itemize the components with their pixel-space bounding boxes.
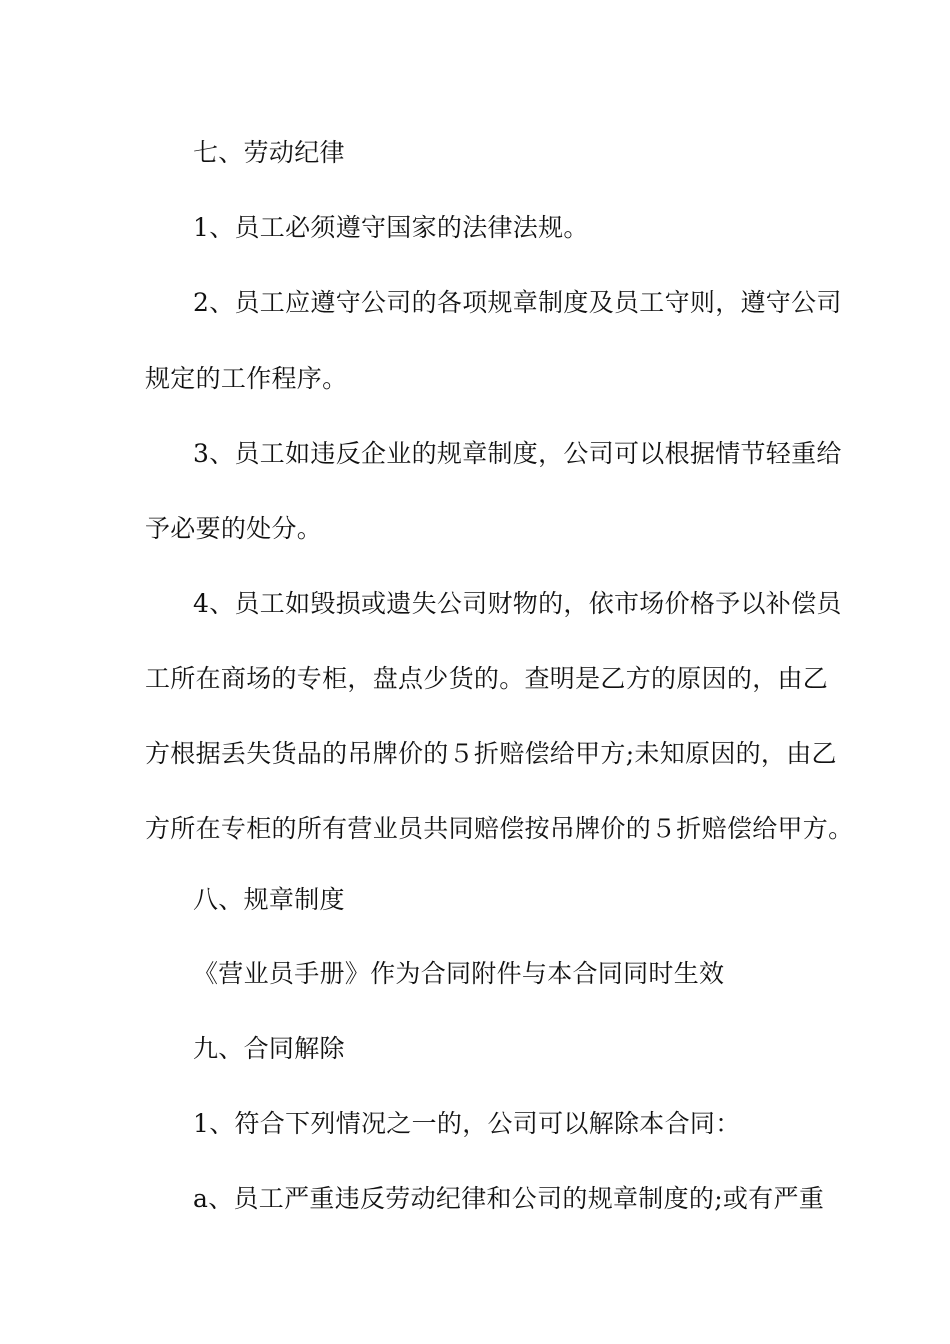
section-heading-rules: 八、规章制度 [193, 885, 345, 914]
paragraph-line: 工所在商场的专柜，盘点少货的。查明是乙方的原因的，由乙 [145, 664, 829, 693]
paragraph-line: 规定的工作程序。 [145, 364, 348, 393]
paragraph-line: a、员工严重违反劳动纪律和公司的规章制度的;或有严重 [193, 1184, 825, 1213]
paragraph-line: 2、员工应遵守公司的各项规章制度及员工守则，遵守公司 [193, 288, 842, 317]
paragraph-line: 方根据丢失货品的吊牌价的５折赔偿给甲方;未知原因的，由乙 [145, 739, 837, 768]
paragraph-line: 方所在专柜的所有营业员共同赔偿按吊牌价的５折赔偿给甲方。 [145, 814, 854, 843]
section-heading-labor-discipline: 七、劳动纪律 [193, 138, 345, 167]
paragraph-line: 3、员工如违反企业的规章制度，公司可以根据情节轻重给 [193, 439, 842, 468]
paragraph-line: 1、员工必须遵守国家的法律法规。 [193, 213, 589, 242]
paragraph-line: 1、符合下列情况之一的，公司可以解除本合同： [193, 1109, 741, 1138]
paragraph-line: 予必要的处分。 [145, 514, 323, 543]
section-heading-termination: 九、合同解除 [193, 1034, 345, 1063]
paragraph-line: 《营业员手册》作为合同附件与本合同同时生效 [193, 959, 725, 988]
paragraph-line: 4、员工如毁损或遗失公司财物的，依市场价格予以补偿员 [193, 589, 842, 618]
